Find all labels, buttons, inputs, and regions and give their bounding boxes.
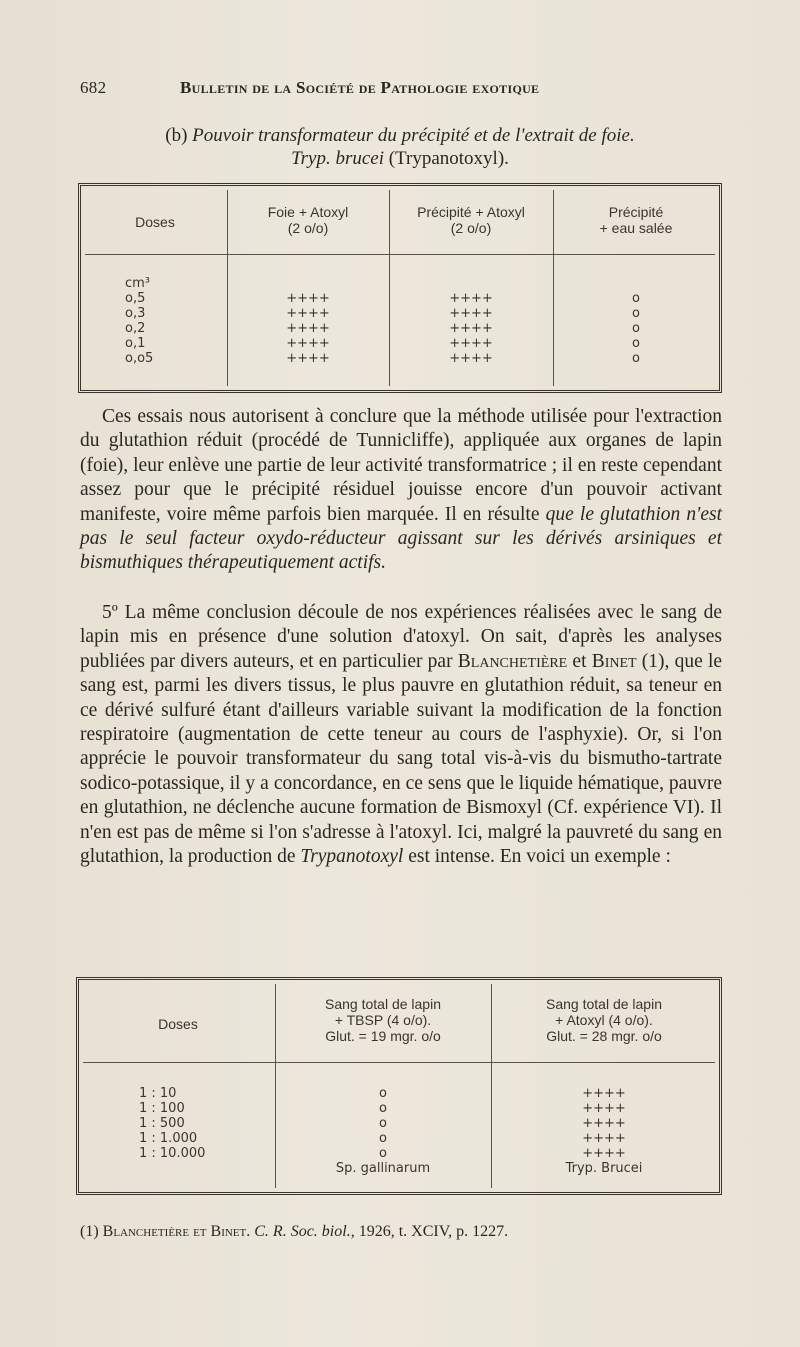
header-col1-line1: Foie + Atoxyl (267, 204, 349, 220)
caption-label: (b) (165, 125, 188, 146)
result-cell: o (379, 1086, 387, 1101)
header-col1-line1: Sang total de lapin (325, 996, 441, 1012)
result-cell: ++++ (286, 336, 330, 351)
paragraph-1 (80, 405, 722, 576)
result-cell: ++++ (286, 306, 330, 321)
column-divider (275, 984, 276, 1188)
result-cell: o (379, 1146, 387, 1161)
footnote-reference: 1926, t. XCIV, p. 1227. (358, 1223, 509, 1240)
header-col2-line2: + Atoxyl (4 o/o). (555, 1012, 653, 1028)
paragraph-2 (80, 601, 722, 869)
header-rule (85, 254, 715, 255)
header-col2-line1: Sang total de lapin (546, 996, 662, 1012)
col3-values (555, 291, 717, 366)
footnote-journal: C. R. Soc. biol., (254, 1223, 355, 1240)
dose-cell: o,o5 (125, 351, 154, 366)
paragraph-2-text: (1), que le sang est, parmi les divers tissus, le plus pauvre en glutathion réduit, sa teneur en ce dérivé sulfuré étant d'ailleurs variable suivant la modification de la fonction respiratoire (augmentation de cette teneur au cours de l'asphyxie). Or, si l'on apprécie le pouvoir transformateur du sang total vis-à-vis du bismutho-tartrate sodico-potassique, il y a concordance, en ce sens que le liquide hématique, pauvre en glutathion, ne déclenche aucune formation de Bismoxyl (Cf. expérience VI). Il n'en est pas de même si l'on s'adresse à l'atoxyl. Ici, malgré la pauvreté du sang en glutathion, la production de (80, 650, 723, 868)
result-cell: ++++ (582, 1131, 626, 1146)
column-divider (389, 190, 390, 386)
unit-label: cm³ (125, 276, 151, 291)
header-col2-line1: Précipité + Atoxyl (417, 204, 525, 220)
footnote-mark: (1) (80, 1223, 99, 1240)
result-cell: o (379, 1116, 387, 1131)
result-cell: o (379, 1131, 387, 1146)
result-cell: ++++ (449, 336, 493, 351)
header-rule (83, 1062, 715, 1063)
conjunction: et (572, 650, 587, 672)
result-cell: ++++ (449, 291, 493, 306)
result-cell: o (632, 336, 640, 351)
result-cell: ++++ (286, 291, 330, 306)
caption-product: (Trypanotoxyl). (388, 148, 509, 169)
header-col1-line3: Glut. = 19 mgr. o/o (325, 1028, 441, 1044)
header-col3-line1: Précipité (608, 204, 664, 220)
paragraph-1-conclusion: que le glutathion n'est pas le seul facteur oxydo-réducteur agissant sur les dérivés arsiniques et bismuthiques thérapeutiquement actifs. (80, 503, 723, 574)
col2-values (493, 1086, 715, 1176)
col1-values (277, 1086, 489, 1176)
header-col1-line2: (2 o/o) (287, 220, 329, 236)
paragraph-2-text: est intense. En voici un exemple : (408, 846, 671, 868)
dose-cell: 1 : 100 (139, 1101, 185, 1116)
caption-organism: Tryp. brucei (291, 148, 384, 169)
author-name: Binet (591, 650, 637, 672)
table-2 (76, 977, 722, 1195)
doses-column (139, 1086, 205, 1161)
result-cell: ++++ (286, 351, 330, 366)
product-name: Trypanotoxyl (300, 846, 404, 868)
table-caption (80, 124, 720, 170)
col1-values (229, 291, 387, 366)
result-cell: ++++ (582, 1101, 626, 1116)
dose-cell: o,1 (125, 336, 146, 351)
caption-title: Pouvoir transformateur du précipité et de l'extrait de foie. (192, 125, 635, 146)
dose-cell: o,5 (125, 291, 146, 306)
header-doses: Doses (135, 214, 175, 230)
result-cell: ++++ (286, 321, 330, 336)
dose-cell: o,3 (125, 306, 146, 321)
header-col1 (277, 996, 489, 1044)
header-col3 (555, 204, 717, 236)
organism-label: Sp. gallinarum (335, 1161, 431, 1176)
result-cell: ++++ (582, 1116, 626, 1131)
doses-column (125, 276, 153, 366)
result-cell: o (379, 1101, 387, 1116)
result-cell: ++++ (582, 1146, 626, 1161)
header-col3-line2: + eau salée (599, 220, 673, 236)
column-divider (227, 190, 228, 386)
column-divider (553, 190, 554, 386)
header-col1-line2: + TBSP (4 o/o). (334, 1012, 432, 1028)
footnote-authors: Blanchetière et Binet. (102, 1223, 251, 1240)
header-col1 (229, 204, 387, 236)
header-col2 (391, 204, 551, 236)
organism-label: Tryp. Brucei (565, 1161, 643, 1176)
header-col2-line2: (2 o/o) (450, 220, 492, 236)
dose-cell: 1 : 1.000 (139, 1131, 198, 1146)
dose-cell: 1 : 10.000 (139, 1146, 206, 1161)
dose-cell: 1 : 500 (139, 1116, 185, 1131)
column-divider (491, 984, 492, 1188)
result-cell: ++++ (449, 321, 493, 336)
journal-title: Bulletin de la Société de Pathologie exotique (180, 78, 540, 97)
result-cell: o (632, 351, 640, 366)
page-number: 682 (80, 78, 107, 97)
col2-values (391, 291, 551, 366)
result-cell: ++++ (582, 1086, 626, 1101)
author-name: Blanchetière (457, 650, 568, 672)
paragraph-1-text: Ces essais nous autorisent à conclure que la méthode utilisée pour l'extraction du glutathion réduit (procédé de Tunnicliffe), appliquée aux organes de lapin (foie), leur enlève une partie de leur activité transformatrice ; il en reste cependant assez pour que le précipité résiduel jouisse encore d'un pouvoir activant manifeste, voire même parfois bien marquée. Il en résulte (80, 406, 722, 525)
result-cell: o (632, 321, 640, 336)
footnote (80, 1222, 720, 1242)
result-cell: o (632, 306, 640, 321)
paragraph-2-text: 5º La même conclusion découle de nos expériences réalisées avec le sang de lapin mis en présence d'une solution d'atoxyl. On sait, d'après les analyses publiées par divers auteurs, et en particulier par (80, 602, 722, 672)
header-doses: Doses (158, 1016, 198, 1032)
header-col2 (493, 996, 715, 1044)
result-cell: ++++ (449, 351, 493, 366)
table-1 (78, 183, 722, 393)
running-header (80, 78, 640, 104)
result-cell: ++++ (449, 306, 493, 321)
header-col2-line3: Glut. = 28 mgr. o/o (546, 1028, 662, 1044)
dose-cell: o,2 (125, 321, 146, 336)
result-cell: o (632, 291, 640, 306)
dose-cell: 1 : 10 (139, 1086, 177, 1101)
